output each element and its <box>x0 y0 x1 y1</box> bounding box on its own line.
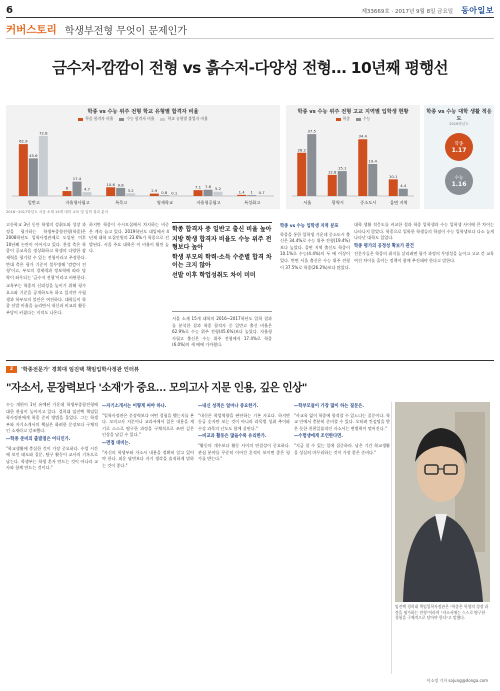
data-label: 0.7 <box>258 189 265 195</box>
data-label: 7.1 <box>194 184 202 190</box>
paragraph: 하지만 학종이 수시모집에서 차지하는 비중은 계속 늘고 있다. 2019학년도 대입에서 4년제 대학 모집인원의 23.6%가 학종으로 선발된다. 서울 주요 대학은 이 비율이 훨씬 높다. <box>89 222 169 254</box>
bar <box>399 189 408 196</box>
key-point: 선발 이후 학업성취도 차이 미미 <box>172 272 256 279</box>
bar <box>19 144 28 196</box>
bar <box>257 195 266 196</box>
data-label: 7.6 <box>204 184 212 190</box>
bar <box>126 193 135 196</box>
interview-column-1 <box>6 402 98 674</box>
interview-section-bar <box>6 364 494 374</box>
paragraph: 서울 소재 15개 대학의 2016~2017학년도 입학 결과를 분석한 결과 학종 합격자 중 일반고 출신 비율은 62.9%로 수능 위주 전형(45.6%)보다 높았다. 자율형사립고 출신은 수능 위주 전형에서 17.4%로 학종(6.0%)의 세 배에 가까웠다. <box>172 316 272 348</box>
interview-title: '학종전문가' 경희대 임진택 책임입학사정관 인터뷰 <box>21 367 140 373</box>
article-column-2 <box>89 222 169 356</box>
data-label: 1.17 <box>451 147 467 154</box>
key-points-box <box>172 222 272 312</box>
legend-item: 학종 합격자 비율 <box>85 116 114 121</box>
legend-item: 학종 <box>342 116 350 121</box>
data-label: 34.4 <box>358 133 367 139</box>
paragraph: "자신의 학생부와 자소서 내용을 정확히 알고 있어야 한다. 외운 답변보다 자기 생각을 솔직하게 말하는 것이 좋다." <box>102 449 194 468</box>
subheading: 학종 평가의 공정성 확보가 관건 <box>354 243 414 249</box>
chart-title: 학종 vs 수능 대학 생활 적응도 <box>426 109 492 122</box>
paragraph: "사교육 없이 학종에 합격할 수 있느냐는 질문이다. 학교 안에서 충분히 준비할 수 있다. 오히려 컨설팅을 받은 듯한 천편일률적인 자소서는 변별력이 떨어진다." <box>294 412 390 431</box>
x-tick-label: 자율형공립고 <box>196 200 221 205</box>
data-label: 19.4 <box>368 158 377 164</box>
subheading: 학종 vs 수능 입학생 지역 분포 <box>280 224 339 229</box>
paragraph: 전문가들은 학종의 취지를 살리려면 평가 과정의 투명성을 높이고 고교 간 교육 여건 차이를 줄이는 정책이 함께 추진돼야 한다고 말한다. <box>354 251 494 263</box>
section-bar <box>6 21 494 39</box>
data-label: 9.8 <box>117 182 124 188</box>
paragraph: "입학사정관은 문장력보다 어떤 경험을 했는지를 본다. 모의고사 지문이나 교과서에서 읽은 내용을 계기로 스스로 탐구한 과정을 구체적으로 쓰면 깊은 인상을 남길 수 있다." <box>102 412 194 438</box>
chart-note: 2016학년도 <box>449 122 469 126</box>
article-column-1 <box>6 222 86 356</box>
interview-column-2 <box>102 402 194 674</box>
paragraph: 학종을 통한 입학생 가운데 중소도시 출신은 34.4%로 수능 위주 전형(19.4%)보다 높았다. 읍면 지역 출신도 학종이 10.1%로 수능(4.4%)의 두 배 이상이었다. 반면 서울 출신은 수능 위주 전형이 37.5%로 학종(26.2%)보다 많았다. <box>280 231 350 270</box>
article-column-5 <box>354 222 494 356</box>
bar <box>358 139 367 196</box>
legend-item: 수능 <box>363 116 371 121</box>
chart-title: 학종 vs 수능 위주 전형 학교 유형별 합격자 비율 <box>87 109 199 115</box>
x-tick-label: 특목고 <box>115 200 128 205</box>
page-number: 6 <box>6 5 13 16</box>
question: ―비교과 활동은 많을수록 유리한가. <box>198 434 267 440</box>
paragraph: "활동의 개수보다 활동 사이의 연결성이 중요하다. 관심 분야를 꾸준히 이어간 흔적이 보이면 좋은 평가를 받는다." <box>198 442 290 462</box>
photo-caption: 임진택 경희대 책임입학사정관은 "학종은 학생의 성장 과정을 평가하는 전형"이라며 "자소서에는 스스로 탐구한 경험을 구체적으로 담아야 한다"고 말했다. <box>395 604 489 621</box>
data-label: 3.2 <box>127 187 134 193</box>
question: ―수험생에게 조언한다면. <box>294 434 343 440</box>
column-divider <box>391 402 392 674</box>
dateline: 제33669호 · 2017년 9월 8일 금요일 <box>361 8 454 15</box>
bar <box>237 195 246 196</box>
data-label: 1 <box>250 189 253 195</box>
article-column-3b <box>172 316 272 356</box>
data-label: 62.9 <box>19 138 28 144</box>
bar <box>214 192 223 196</box>
x-tick-label: 영재학교 <box>156 200 173 205</box>
key-point: 지방 학생 합격자 비율도 수능 위주 전형보다 높아 <box>172 236 272 251</box>
bar <box>29 158 38 196</box>
key-point: 학생 부모의 학력·소득 수준별 합격 차이는 크지 않아 <box>172 254 272 269</box>
byline: 이소정 기자 sojung@donga.com <box>426 678 488 683</box>
legend-item: 학교 유형별 졸업자 비율 <box>167 116 208 121</box>
data-label: 15.1 <box>338 165 347 171</box>
bar <box>39 136 48 196</box>
data-label: 6 <box>65 185 69 191</box>
bar <box>389 179 398 196</box>
chart-adaptation <box>424 105 494 209</box>
bar <box>150 194 159 196</box>
chart-title: 학종 vs 수능 위주 전형 고교 지역별 입학생 현황 <box>297 109 409 115</box>
bar <box>116 188 125 196</box>
x-tick-label: 특성화고 <box>244 200 261 205</box>
bar <box>204 190 213 196</box>
data-label: 10.1 <box>389 173 398 179</box>
bar <box>297 153 306 196</box>
data-label: 26.2 <box>297 147 306 153</box>
chart-region <box>286 105 420 209</box>
data-label: 45.6 <box>29 152 38 158</box>
question: ―자기소개서는 어떻게 써야 하나. <box>102 404 167 409</box>
x-tick-label: 일반고 <box>27 200 40 205</box>
bar <box>194 190 203 196</box>
x-tick-label: 서울 <box>303 200 312 205</box>
article-column-4 <box>280 222 350 356</box>
question: ―학부모들이 가장 많이 하는 질문은. <box>294 404 365 409</box>
section-tag: 커버스토리 <box>6 24 57 36</box>
bar <box>106 187 115 196</box>
bar <box>247 195 256 196</box>
interview-tag: 2 <box>6 366 17 373</box>
data-label: 0.1 <box>171 190 178 196</box>
page-header <box>6 4 494 18</box>
data-label: 5.2 <box>214 186 222 192</box>
x-tick-label: 읍면 지역 <box>389 200 408 205</box>
interview-column-4 <box>294 402 390 674</box>
data-label: 37.5 <box>307 128 316 134</box>
interview-column-3 <box>198 402 290 674</box>
section-divider <box>6 360 494 361</box>
bar <box>73 182 82 196</box>
question: ―면접 대비는. <box>102 440 131 446</box>
data-label: 72.8 <box>39 130 48 136</box>
paragraph: 교육부는 학종의 신뢰성을 높이기 위해 평가 요소와 기준을 공개하도록 하고 있지만 수험생과 학부모의 불안은 여전하다. 대학들이 학종 선발 비율을 늘리면서 내신과 비교과 활동 부담이 커졌다는 지적도 나온다. <box>6 283 86 315</box>
data-label: 1.4 <box>238 189 245 195</box>
bar <box>368 164 377 196</box>
bar <box>63 191 72 196</box>
data-label: 4.7 <box>83 186 91 192</box>
data-label: 1.16 <box>451 181 467 188</box>
x-tick-label: 자율형사립고 <box>65 200 90 205</box>
chart-mid-svg <box>286 122 420 208</box>
chart-pie-svg <box>424 127 494 209</box>
chart-main-svg <box>6 122 280 208</box>
page-headline: 금수저-깜깜이 전형 vs 흙수저-다양성 전형… 10년째 평행선 <box>52 59 448 77</box>
bar <box>328 175 337 196</box>
bar <box>160 195 169 196</box>
key-point: 학종 합격자 중 일반고 출신 비율 높아 <box>172 226 272 233</box>
paragraph: 수능 개편이 1년 유예된 가운데 학생부종합전형에 대한 관심이 높아지고 있다. 경희대 임진택 책임입학사정관에게 학종 준비 방법을 물었다. 그는 학생부와 자기소개서의 핵심은 화려한 문장보다 구체적인 소재라고 강조했다. <box>6 402 98 434</box>
paragraph: "지금 할 수 있는 일에 집중하라. 남은 기간 학교생활을 성실히 마무리하는 것이 가장 좋은 준비다." <box>294 442 390 455</box>
question: ―학종 준비의 출발점은 어디인가. <box>6 436 71 442</box>
section-subtitle: 학생부전형 무엇이 문제인가 <box>64 26 187 37</box>
series-label: 수능 <box>454 176 464 181</box>
chart-source-note: 2016~2017학년도 서울 소재 15개 대학 교육 및 입학 결과 분석 <box>6 210 109 214</box>
data-label: 17.4 <box>72 176 82 182</box>
bar <box>307 134 316 196</box>
paragraph: "내신은 학업역량을 판단하는 기본 자료다. 하지만 등급 숫자만 보는 것이 아니라 과목별 성취 추이와 수강 과목의 난도도 함께 살핀다." <box>198 412 290 431</box>
series-label: 학종 <box>454 142 464 147</box>
data-label: 2.9 <box>151 188 158 194</box>
x-tick-label: 중소도시 <box>360 200 377 205</box>
x-tick-label: 광역시 <box>331 200 344 205</box>
question: ―내신 성적은 얼마나 중요한가. <box>198 404 259 409</box>
interviewee-photo <box>395 402 490 602</box>
chart-school-type <box>6 105 280 209</box>
paragraph: 고등학교 3년 동안 학생의 성취도와 성장 과정을 평가하는 학생부종합전형(학종)은 2008학년도 입학사정관제로 도입된 이후 10년째 논란이 이어지고 있다. 찬성 측은 학종이 공교육을 정상화하고 학생의 다양한 잠재력을 평가할 수 있는 전형이라고 주장한다. 반대 측은 평가 기준이 불투명해 '깜깜이 전형'이고, 부모의 경제력과 정보력에 따라 당락이 좌우되는 '금수저 전형'이라고 비판한다. <box>6 222 86 280</box>
bar <box>83 192 92 196</box>
paragraph: "학교생활에 충실한 것이 가장 중요하다. 수업 시간에 보인 태도와 질문, 탐구 활동이 교사의 기록으로 남는다. 학생부는 학생 혼자 만드는 것이 아니라 교사와 함께 만드는 것이다." <box>6 445 98 471</box>
paper-logo: 동아일보 <box>461 5 494 15</box>
data-label: 12.8 <box>328 169 337 175</box>
interview-headline: "자소서, 문장력보다 '소재'가 중요… 모의고사 지문 인용, 깊은 인상" <box>6 382 307 394</box>
data-label: 0.8 <box>161 189 168 195</box>
paragraph: 대학 생활 적응도를 비교한 결과 학종 입학생과 수능 입학생 사이에 큰 차이는 나타나지 않았다. 학종으로 입학한 학생들의 학점이 수능 입학생보다 다소 높게 나타난 대학도 있었다. <box>354 222 494 241</box>
data-label: 4.4 <box>400 183 407 189</box>
legend-item: 수능 합격자 비율 <box>126 116 155 121</box>
data-label: 10.6 <box>106 181 115 187</box>
bar <box>338 171 347 196</box>
